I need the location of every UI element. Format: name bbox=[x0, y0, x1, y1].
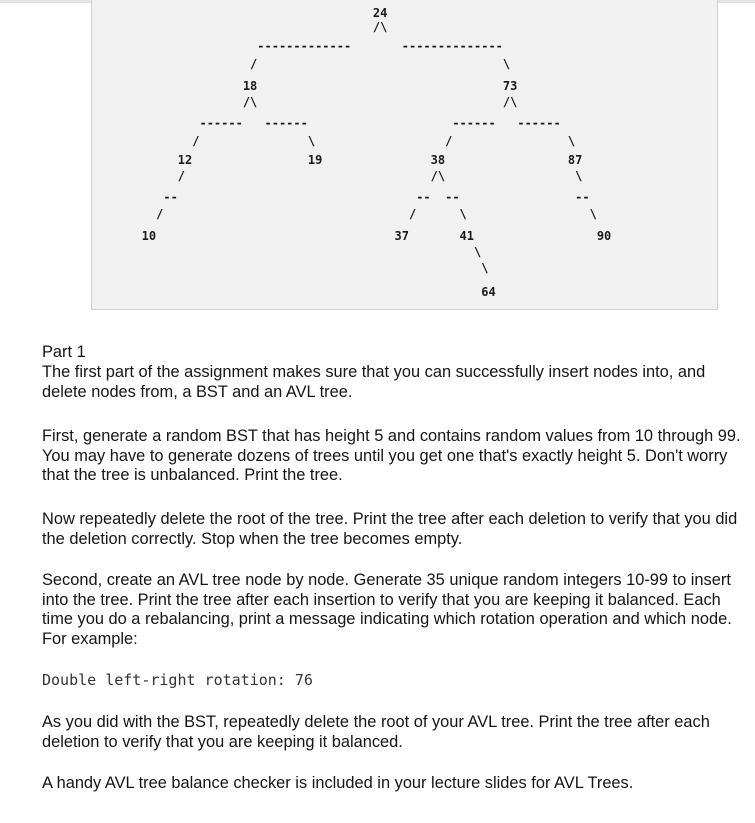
code-example: Double left-right rotation: 76 bbox=[42, 671, 313, 689]
tree-row: / \ bbox=[120, 57, 511, 71]
tree-row: / /\ \ bbox=[120, 169, 583, 183]
tree-row: 18 73 bbox=[120, 79, 518, 93]
tree-figure bbox=[91, 0, 718, 310]
tree-row: 64 bbox=[120, 285, 496, 299]
tree-row: ------------- -------------- bbox=[120, 39, 503, 53]
part-intro: The first part of the assignment makes sure that you can successfully insert nodes into, and delete nodes from, a BST and an AVL tree. bbox=[42, 363, 706, 401]
tree-row: /\ /\ bbox=[120, 95, 518, 109]
part-heading: Part 1 bbox=[42, 343, 86, 361]
tree-row: / / \ \ bbox=[120, 207, 597, 221]
tree-row: 12 19 38 87 bbox=[120, 153, 583, 167]
paragraph-generate-bst: First, generate a random BST that has height 5 and contains random values from 10 through 99. You may have to generate dozens of trees until you get one that's exactly height 5. Don't worry that the tree is unbalanced. Print the tree. bbox=[42, 427, 741, 484]
paragraph-delete-root: Now repeatedly delete the root of the tree. Print the tree after each deletion to verify that you did the deletion correctly. Stop when the tree becomes empty. bbox=[42, 510, 738, 548]
tree-row: /\ bbox=[120, 20, 388, 34]
paragraph-balance-checker: A handy AVL tree balance checker is included in your lecture slides for AVL Trees. bbox=[42, 774, 634, 792]
paragraph-avl-create: Second, create an AVL tree node by node. Generate 35 unique random integers 10-99 to insert into the tree. Print the tree after each insertion to verify that you are keeping it balanced. Each time you do a rebalancing, print a message indicating which rotation operation and which node. For example: bbox=[42, 571, 732, 648]
tree-row: \ bbox=[120, 245, 482, 259]
tree-row: / \ / \ bbox=[120, 134, 576, 148]
tree-row: 24 bbox=[120, 6, 388, 20]
tree-row: ------ ------ ------ ------ bbox=[120, 116, 561, 130]
paragraph-avl-delete: As you did with the BST, repeatedly delete the root of your AVL tree. Print the tree after each deletion to verify that you are keeping it balanced. bbox=[42, 713, 710, 751]
tree-row: -- -- -- -- bbox=[120, 190, 590, 204]
tree-row: \ bbox=[120, 261, 489, 275]
tree-row: 10 37 41 90 bbox=[120, 229, 612, 243]
